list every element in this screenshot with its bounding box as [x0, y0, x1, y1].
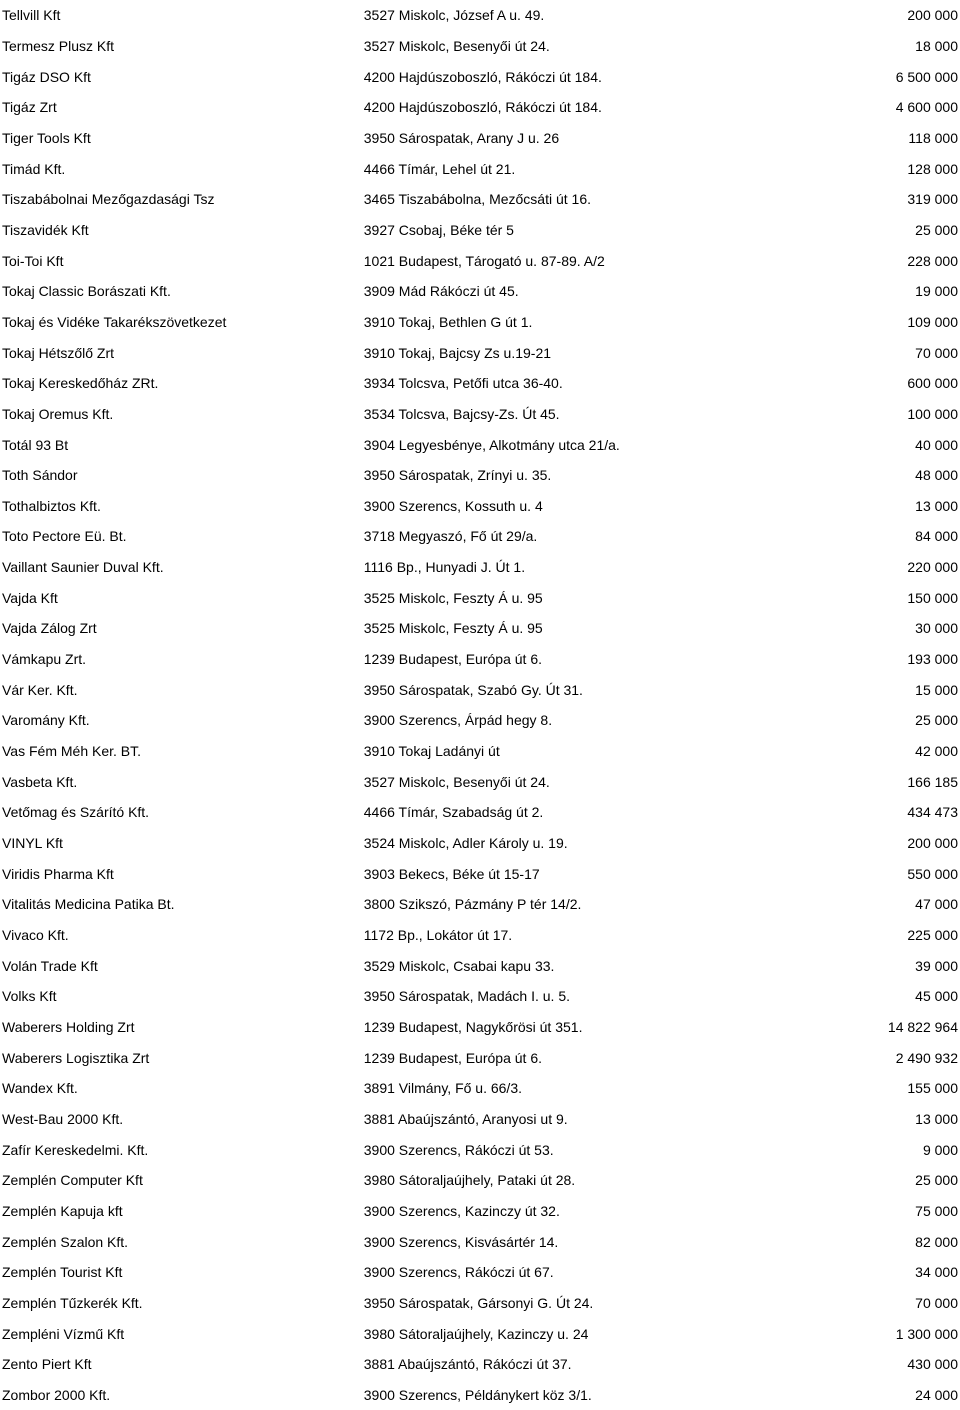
company-address-cell: 3950 Sárospatak, Madách I. u. 5. — [363, 988, 570, 1005]
amount-cell: 4 600 000 — [895, 99, 958, 116]
amount-cell: 166 185 — [907, 773, 958, 790]
amount-cell: 25 000 — [915, 1172, 958, 1189]
amount-cell: 47 000 — [915, 896, 958, 913]
table-row — [0, 613, 960, 644]
company-name-cell: Totál 93 Bt — [2, 436, 69, 453]
amount-cell: 13 000 — [915, 1110, 958, 1127]
amount-cell: 9 000 — [922, 1141, 958, 1158]
company-name-cell: Tokaj Oremus Kft. — [2, 405, 114, 422]
company-name-cell: Vár Ker. Kft. — [2, 681, 78, 698]
company-address-cell: 3900 Szerencs, Rákóczi út 67. — [363, 1264, 554, 1281]
company-name-cell: Tokaj Classic Borászati Kft. — [2, 283, 171, 300]
company-address-cell: 3527 Miskolc, József A u. 49. — [363, 7, 545, 24]
table-row — [0, 92, 960, 123]
company-name-cell: Vajda Kft — [2, 589, 58, 606]
table-row — [0, 981, 960, 1012]
table-row — [0, 123, 960, 154]
company-name-cell: Zemplén Tűzkerék Kft. — [2, 1294, 143, 1311]
amount-cell: 25 000 — [915, 712, 958, 729]
company-name-cell: Volán Trade Kft — [2, 957, 98, 974]
company-address-cell: 3909 Mád Rákóczi út 45. — [363, 283, 519, 300]
company-address-cell: 1021 Budapest, Tárogató u. 87-89. A/2 — [363, 252, 605, 269]
company-name-cell: Vaillant Saunier Duval Kft. — [2, 559, 164, 576]
company-address-cell: 4200 Hajdúszoboszló, Rákóczi út 184. — [363, 99, 602, 116]
amount-cell: 45 000 — [915, 988, 958, 1005]
company-address-cell: 1172 Bp., Lokátor út 17. — [363, 927, 513, 944]
table-row — [0, 1042, 960, 1073]
amount-cell: 40 000 — [915, 436, 958, 453]
table-row — [0, 460, 960, 491]
company-address-cell: 3910 Tokaj, Bethlen G út 1. — [363, 313, 533, 330]
amount-cell: 82 000 — [915, 1233, 958, 1250]
table-row — [0, 1073, 960, 1104]
company-name-cell: Varomány Kft. — [2, 712, 90, 729]
table-row — [0, 1257, 960, 1288]
company-name-cell: Vasbeta Kft. — [2, 773, 78, 790]
company-name-cell: Zombor 2000 Kft. — [2, 1386, 111, 1403]
table-row — [0, 1349, 960, 1380]
table-row — [0, 920, 960, 951]
company-address-cell: 3900 Szerencs, Kossuth u. 4 — [363, 497, 543, 514]
table-row — [0, 1134, 960, 1165]
table-row — [0, 736, 960, 767]
table-row — [0, 950, 960, 981]
table-row — [0, 705, 960, 736]
table-row — [0, 307, 960, 338]
company-name-cell: Tigáz Zrt — [2, 99, 57, 116]
company-address-cell: 1239 Budapest, Európa út 6. — [363, 1049, 542, 1066]
company-address-cell: 3534 Tolcsva, Bajcsy-Zs. Út 45. — [363, 405, 560, 422]
company-name-cell: Tothalbiztos Kft. — [2, 497, 101, 514]
amount-cell: 109 000 — [907, 313, 958, 330]
table-row — [0, 521, 960, 552]
amount-cell: 19 000 — [915, 283, 958, 300]
table-row — [0, 552, 960, 583]
amount-cell: 14 822 964 — [887, 1018, 958, 1035]
company-address-cell: 3903 Bekecs, Béke út 15-17 — [363, 865, 540, 882]
company-address-cell: 3910 Tokaj Ladányi út — [363, 743, 500, 760]
company-address-cell: 3934 Tolcsva, Petőfi utca 36-40. — [363, 375, 563, 392]
table-row — [0, 828, 960, 859]
amount-cell: 200 000 — [907, 7, 958, 24]
company-address-cell: 3900 Szerencs, Kisvásártér 14. — [363, 1233, 559, 1250]
company-name-cell: Vas Fém Méh Ker. BT. — [2, 743, 142, 760]
company-address-cell: 3881 Abaújszántó, Rákóczi út 37. — [363, 1356, 572, 1373]
company-address-cell: 3718 Megyaszó, Fő út 29/a. — [363, 528, 538, 545]
company-name-cell: Zemplén Szalon Kft. — [2, 1233, 129, 1250]
company-address-cell: 3950 Sárospatak, Zrínyi u. 35. — [363, 467, 552, 484]
company-name-cell: Zemplén Kapuja kft — [2, 1202, 123, 1219]
company-address-cell: 3900 Szerencs, Rákóczi út 53. — [363, 1141, 554, 1158]
company-name-cell: Tokaj Kereskedőház ZRt. — [2, 375, 159, 392]
amount-cell: 25 000 — [915, 221, 958, 238]
table-row — [0, 0, 960, 31]
company-name-cell: Toto Pectore Eü. Bt. — [2, 528, 127, 545]
amount-cell: 75 000 — [915, 1202, 958, 1219]
amount-cell: 24 000 — [915, 1386, 958, 1403]
company-name-cell: Vámkapu Zrt. — [2, 651, 87, 668]
amount-cell: 600 000 — [907, 375, 958, 392]
table-row — [0, 1318, 960, 1349]
company-name-cell: Viridis Pharma Kft — [2, 865, 114, 882]
company-address-cell: 3529 Miskolc, Csabai kapu 33. — [363, 957, 555, 974]
company-name-cell: Tiszabábolnai Mezőgazdasági Tsz — [2, 191, 215, 208]
table-row — [0, 1012, 960, 1043]
company-address-cell: 3910 Tokaj, Bajcsy Zs u.19-21 — [363, 344, 552, 361]
table-row — [0, 797, 960, 828]
amount-cell: 30 000 — [915, 620, 958, 637]
company-name-cell: Vitalitás Medicina Patika Bt. — [2, 896, 175, 913]
company-address-cell: 3900 Szerencs, Kazinczy út 32. — [363, 1202, 560, 1219]
amount-cell: 1 300 000 — [895, 1325, 958, 1342]
amount-cell: 550 000 — [907, 865, 958, 882]
company-name-cell: Termesz Plusz Kft — [2, 37, 115, 54]
table-row — [0, 491, 960, 522]
company-name-cell: Vivaco Kft. — [2, 927, 69, 944]
company-address-cell: 3904 Legyesbénye, Alkotmány utca 21/a. — [363, 436, 620, 453]
table-row — [0, 245, 960, 276]
company-address-cell: 4200 Hajdúszoboszló, Rákóczi út 184. — [363, 68, 602, 85]
company-name-cell: Timád Kft. — [2, 160, 66, 177]
table-row — [0, 1165, 960, 1196]
company-name-cell: Zemplén Tourist Kft — [2, 1264, 123, 1281]
table-row — [0, 644, 960, 675]
amount-cell: 84 000 — [915, 528, 958, 545]
company-address-cell: 3881 Abaújszántó, Aranyosi ut 9. — [363, 1110, 568, 1127]
company-name-cell: Tokaj és Vidéke Takarékszövetkezet — [2, 313, 227, 330]
table-row — [0, 766, 960, 797]
company-name-cell: Tokaj Hétszőlő Zrt — [2, 344, 115, 361]
company-address-cell: 3980 Sátoraljaújhely, Pataki út 28. — [363, 1172, 576, 1189]
table-row — [0, 582, 960, 613]
table-row — [0, 215, 960, 246]
amount-cell: 42 000 — [915, 743, 958, 760]
table-row — [0, 858, 960, 889]
table-row — [0, 31, 960, 62]
company-address-cell: 4466 Tímár, Lehel út 21. — [363, 160, 516, 177]
company-address-cell: 1239 Budapest, Európa út 6. — [363, 651, 542, 668]
company-name-cell: Zempléni Vízmű Kft — [2, 1325, 125, 1342]
company-address-cell: 1239 Budapest, Nagykőrösi út 351. — [363, 1018, 583, 1035]
amount-cell: 128 000 — [907, 160, 958, 177]
table-row — [0, 368, 960, 399]
company-address-cell: 3950 Sárospatak, Gársonyi G. Út 24. — [363, 1294, 594, 1311]
amount-cell: 430 000 — [907, 1356, 958, 1373]
amount-cell: 220 000 — [907, 559, 958, 576]
amount-cell: 70 000 — [915, 1294, 958, 1311]
amount-cell: 6 500 000 — [895, 68, 958, 85]
company-address-cell: 3525 Miskolc, Feszty Á u. 95 — [363, 620, 543, 637]
table-row — [0, 153, 960, 184]
company-name-cell: Waberers Holding Zrt — [2, 1018, 135, 1035]
company-name-cell: Zemplén Computer Kft — [2, 1172, 143, 1189]
amount-cell: 100 000 — [907, 405, 958, 422]
table-row — [0, 429, 960, 460]
company-name-cell: VINYL Kft — [2, 835, 63, 852]
amount-cell: 319 000 — [907, 191, 958, 208]
company-name-cell: Toth Sándor — [2, 467, 78, 484]
amount-cell: 18 000 — [915, 37, 958, 54]
amount-cell: 39 000 — [915, 957, 958, 974]
table-row — [0, 1104, 960, 1135]
amount-cell: 15 000 — [915, 681, 958, 698]
company-name-cell: Volks Kft — [2, 988, 57, 1005]
amount-cell: 34 000 — [915, 1264, 958, 1281]
company-address-cell: 3524 Miskolc, Adler Károly u. 19. — [363, 835, 568, 852]
table-row — [0, 674, 960, 705]
amount-cell: 2 490 932 — [895, 1049, 958, 1066]
company-name-cell: West-Bau 2000 Kft. — [2, 1110, 124, 1127]
table-row — [0, 1196, 960, 1227]
company-address-cell: 3980 Sátoraljaújhely, Kazinczy u. 24 — [363, 1325, 589, 1342]
amount-cell: 228 000 — [907, 252, 958, 269]
table-row — [0, 276, 960, 307]
company-address-cell: 3900 Szerencs, Árpád hegy 8. — [363, 712, 553, 729]
company-name-cell: Waberers Logisztika Zrt — [2, 1049, 150, 1066]
amount-cell: 118 000 — [908, 129, 958, 146]
company-name-cell: Tigáz DSO Kft — [2, 68, 91, 85]
company-address-cell: 3527 Miskolc, Besenyői út 24. — [363, 37, 550, 54]
amount-cell: 48 000 — [915, 467, 958, 484]
company-name-cell: Tellvill Kft — [2, 7, 61, 24]
amount-cell: 193 000 — [907, 651, 958, 668]
company-address-cell: 3891 Vilmány, Fő u. 66/3. — [363, 1080, 522, 1097]
table-row — [0, 61, 960, 92]
company-name-cell: Zento Piert Kft — [2, 1356, 92, 1373]
company-address-cell: 1116 Bp., Hunyadi J. Út 1. — [363, 559, 526, 576]
company-name-cell: Zafír Kereskedelmi. Kft. — [2, 1141, 149, 1158]
company-address-cell: 3950 Sárospatak, Arany J u. 26 — [363, 129, 560, 146]
amount-cell: 434 473 — [907, 804, 958, 821]
amount-cell: 150 000 — [907, 589, 958, 606]
amount-cell: 13 000 — [915, 497, 958, 514]
table-row — [0, 184, 960, 215]
table-row — [0, 399, 960, 430]
amount-cell: 70 000 — [915, 344, 958, 361]
company-address-cell: 3927 Csobaj, Béke tér 5 — [363, 221, 514, 238]
table-row — [0, 889, 960, 920]
amount-cell: 225 000 — [907, 927, 958, 944]
company-name-cell: Vetőmag és Szárító Kft. — [2, 804, 150, 821]
company-address-cell: 3465 Tiszabábolna, Mezőcsáti út 16. — [363, 191, 592, 208]
company-address-cell: 4466 Tímár, Szabadság út 2. — [363, 804, 544, 821]
table-row — [0, 1288, 960, 1319]
company-address-cell: 3800 Szikszó, Pázmány P tér 14/2. — [363, 896, 582, 913]
company-name-cell: Vajda Zálog Zrt — [2, 620, 97, 637]
company-name-cell: Tiszavidék Kft — [2, 221, 89, 238]
company-address-cell: 3950 Sárospatak, Szabó Gy. Út 31. — [363, 681, 583, 698]
amount-cell: 200 000 — [907, 835, 958, 852]
table-row — [0, 337, 960, 368]
company-name-cell: Tiger Tools Kft — [2, 129, 91, 146]
company-name-cell: Toi-Toi Kft — [2, 252, 64, 269]
company-address-cell: 3900 Szerencs, Példánykert köz 3/1. — [363, 1386, 592, 1403]
company-address-cell: 3527 Miskolc, Besenyői út 24. — [363, 773, 550, 790]
company-address-cell: 3525 Miskolc, Feszty Á u. 95 — [363, 589, 543, 606]
company-name-cell: Wandex Kft. — [2, 1080, 78, 1097]
table-row — [0, 1226, 960, 1257]
amount-cell: 155 000 — [907, 1080, 958, 1097]
